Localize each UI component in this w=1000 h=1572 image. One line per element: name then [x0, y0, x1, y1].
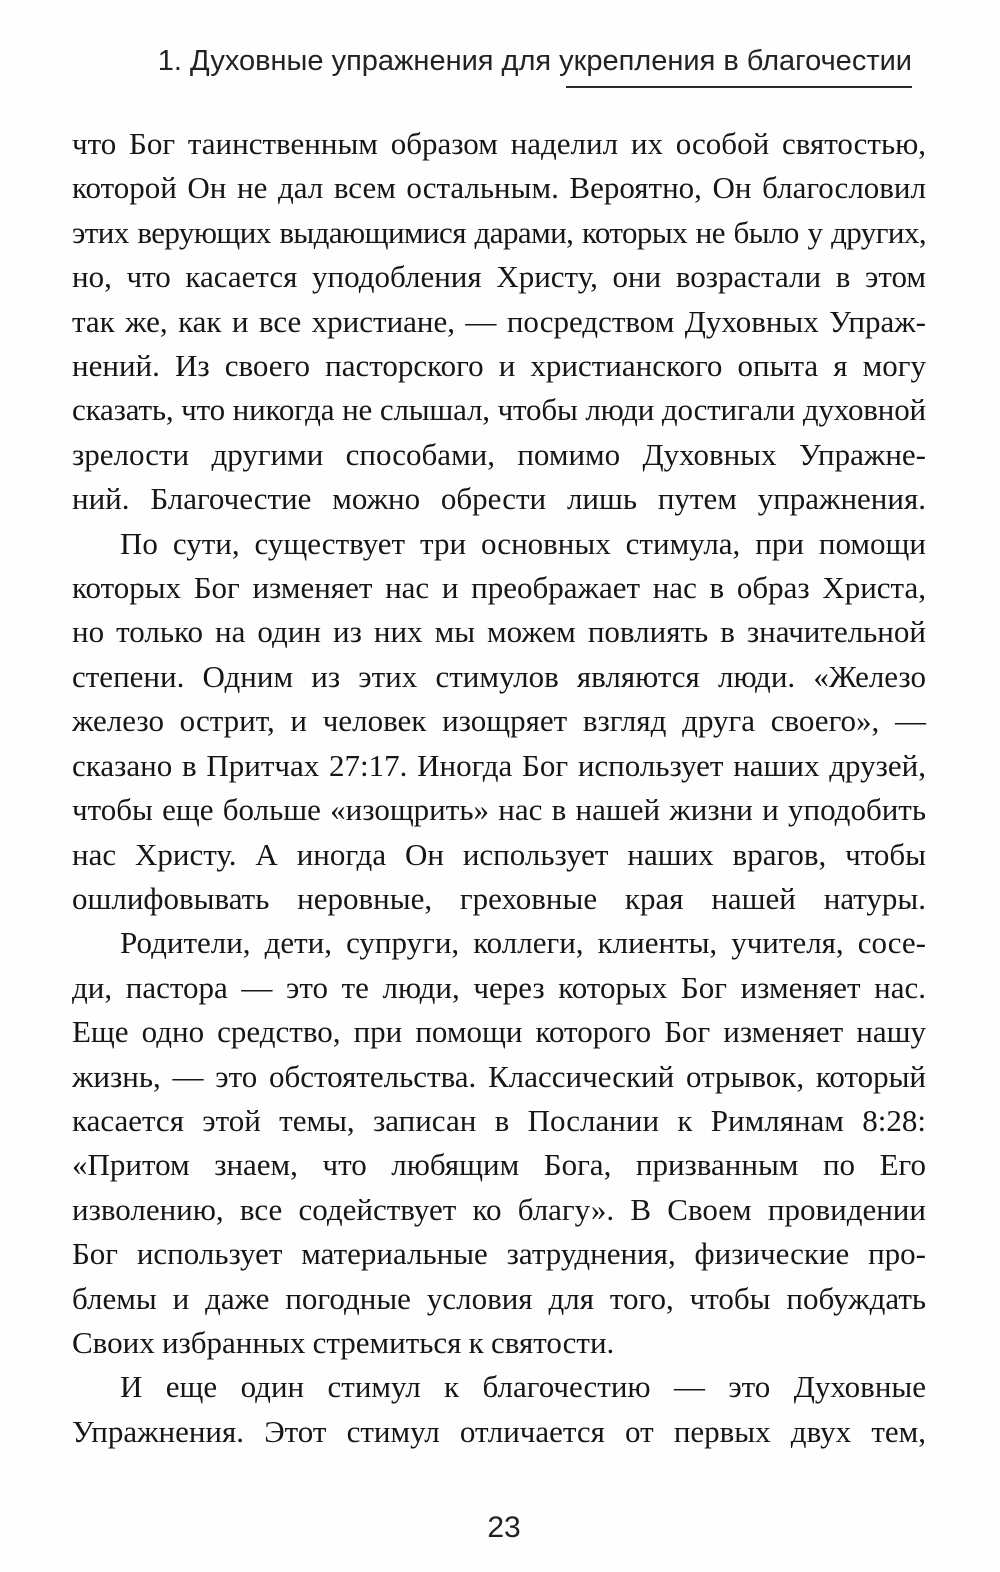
text-line: Бог использует материальные затруднения, физические про- — [72, 1236, 926, 1272]
text-line: железо острит, и человек изощряет взгляд друга своего», — — [72, 703, 926, 739]
text-line: этих верующих выдающимися дарами, которых не было у других, — [72, 214, 926, 250]
text-line: Родители, дети, супруги, коллеги, клиенты, учителя, сосе- — [120, 925, 926, 961]
text-line: ний. Благочестие можно обрести лишь путем упражнения. — [72, 481, 926, 517]
text-line: «Притом знаем, что любящим Бога, призванным по Его — [72, 1147, 926, 1183]
text-line: сказать, что никогда не слышал, чтобы люди достигали духовной — [72, 392, 926, 428]
text-line: нас Христу. А иногда Он использует наших врагов, чтобы — [72, 836, 926, 872]
text-line: изволению, все содействует ко благу». В Своем провидении — [72, 1191, 926, 1227]
paragraph-2 — [72, 522, 926, 922]
text-line: ди, пастора — это те люди, через которых Бог изменяет нас. — [72, 969, 926, 1005]
text-line: Упражнения. Этот стимул отличается от первых двух тем, — [72, 1413, 926, 1449]
text-line: так же, как и все христиане, — посредством Духовных Упраж- — [72, 303, 926, 339]
text-line: степени. Одним из этих стимулов являются люди. «Железо — [72, 658, 926, 694]
text-line: жизнь, — это обстоятельства. Классический отрывок, который — [72, 1058, 926, 1094]
text-line: блемы и даже погодные условия для того, чтобы побуждать — [72, 1280, 926, 1316]
text-line: которой Он не дал всем остальным. Вероятно, Он благословил — [72, 170, 926, 206]
text-line: которых Бог изменяет нас и преображает нас в образ Христа, — [72, 570, 926, 606]
text-line: чтобы еще больше «изощрить» нас в нашей жизни и уподобить — [72, 792, 926, 828]
paragraph-1 — [72, 122, 926, 522]
text-line: но, что касается уподобления Христу, они возрастали в этом — [72, 259, 926, 295]
text-line: ошлифовывать неровные, греховные края нашей натуры. — [72, 880, 926, 916]
text-line: сказано в Притчах 27:17. Иногда Бог использует наших друзей, — [72, 747, 926, 783]
text-line: Еще одно средство, при помощи которого Бог изменяет нашу — [72, 1014, 926, 1050]
running-head: 1. Духовные упражнения для укрепления в благочестии — [157, 45, 912, 77]
text-line: что Бог таинственным образом наделил их особой святостью, — [72, 126, 926, 161]
text-line: И еще один стимул к благочестию — это Духовные — [120, 1369, 926, 1405]
text-line: зрелости другими способами, помимо Духовных Упражне- — [72, 436, 926, 472]
paragraph-4 — [72, 1365, 926, 1454]
running-head-rule — [566, 86, 912, 88]
text-line: касается этой темы, записан в Послании к Римлянам 8:28: — [72, 1102, 926, 1138]
text-line: Своих избранных стремиться к святости. — [72, 1324, 615, 1360]
text-line: По сути, существует три основных стимула, при помощи — [120, 525, 926, 561]
text-line: но только на один из них мы можем повлиять в значительной — [72, 614, 926, 650]
text-line: нений. Из своего пасторского и христианского опыта я могу — [72, 348, 926, 384]
body-text — [72, 122, 926, 1454]
paragraph-3 — [72, 921, 926, 1365]
page-number: 23 — [487, 1511, 521, 1544]
